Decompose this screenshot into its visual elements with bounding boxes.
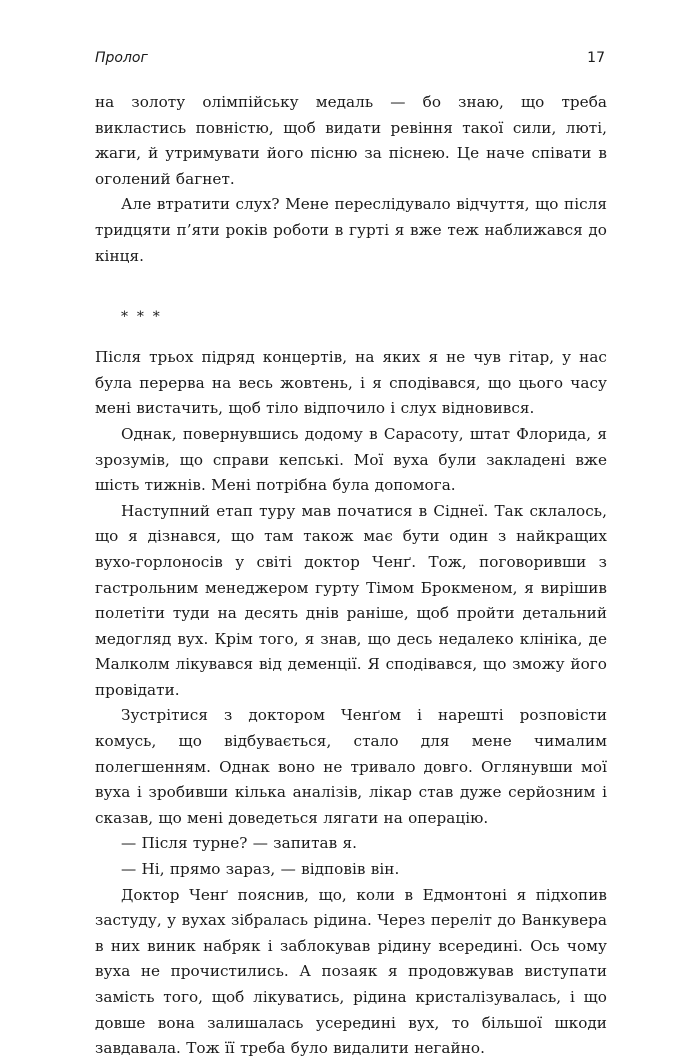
section-title: Пролог <box>95 50 148 66</box>
running-head <box>95 50 605 74</box>
paragraph: Однак, повернувшись додому в Сарасоту, штат Флорида, я зрозумів, що справи кепські. Мої вуха були закладені вже шість тижнів. Мені потрібна була допомога. <box>95 424 607 495</box>
page-number: 17 <box>587 50 605 66</box>
paragraph: Але втратити слух? Мене переслідувало відчуття, що після тридцяти п’яти років роботи в гурті я вже теж наближався до кінця. <box>95 195 607 265</box>
dialogue-line: — Після турне? — запитав я. <box>121 834 358 853</box>
paragraph: на золоту олімпійську медаль — бо знаю, що треба викластись повністю, щоб видати ревіння такої сили, люті, жаги, й утримувати його пісню за піснею. Це наче співати в оголений багнет. <box>95 93 607 188</box>
paragraph: Зустрітися з доктором Ченґом і нарешті розповісти комусь, що відбувається, стало для мене чималим полегшенням. Однак воно не тривало довго. Оглянувши мої вуха і зробивши кілька аналізів, лікар став дуже серйозним і сказав, що мені доведеться лягати на операцію. <box>95 706 607 827</box>
separator-asterisks: * * * <box>121 309 162 326</box>
paragraph: Після трьох підряд концертів, на яких я не чув гітар, у нас була перерва на весь жовтень, і я сподівався, що цього часу мені вистачить, щоб тіло відпочило і слух відновився. <box>95 348 607 418</box>
dialogue-line: — Ні, прямо зараз, — відповів він. <box>121 860 400 879</box>
body-text <box>95 90 607 1062</box>
paragraph: Доктор Ченґ пояснив, що, коли в Едмонтоні я підхопив застуду, у вухах зібралась рідина. Через переліт до Ванкувера в них виник набряк і заблокував рідину всередині. Ось чому вуха не прочистились. А позаяк я продовжував виступати замість того, щоб лікуватись, рідина кристалізувалась, і що довше вона залишалась усередині вух, то більшої шкоди завдавала. Тож її треба було видалити негайно. <box>95 885 607 1058</box>
paragraph: Наступний етап туру мав початися в Сіднеї. Так склалось, що я дізнався, що там також має бути один з найкращих вухо-горлоносів у світі доктор Ченґ. Тож, поговоривши з гастрольним менеджером гурту Тімом Брокменом, я вирішив полетіти туди на десять днів раніше, щоб пройти детальний медогляд вух. Крім того, я знав, що десь недалеко клініка, де Малколм лікувався від деменції. Я сподівався, що зможу його провідати. <box>95 501 607 699</box>
section-separator <box>95 269 607 345</box>
